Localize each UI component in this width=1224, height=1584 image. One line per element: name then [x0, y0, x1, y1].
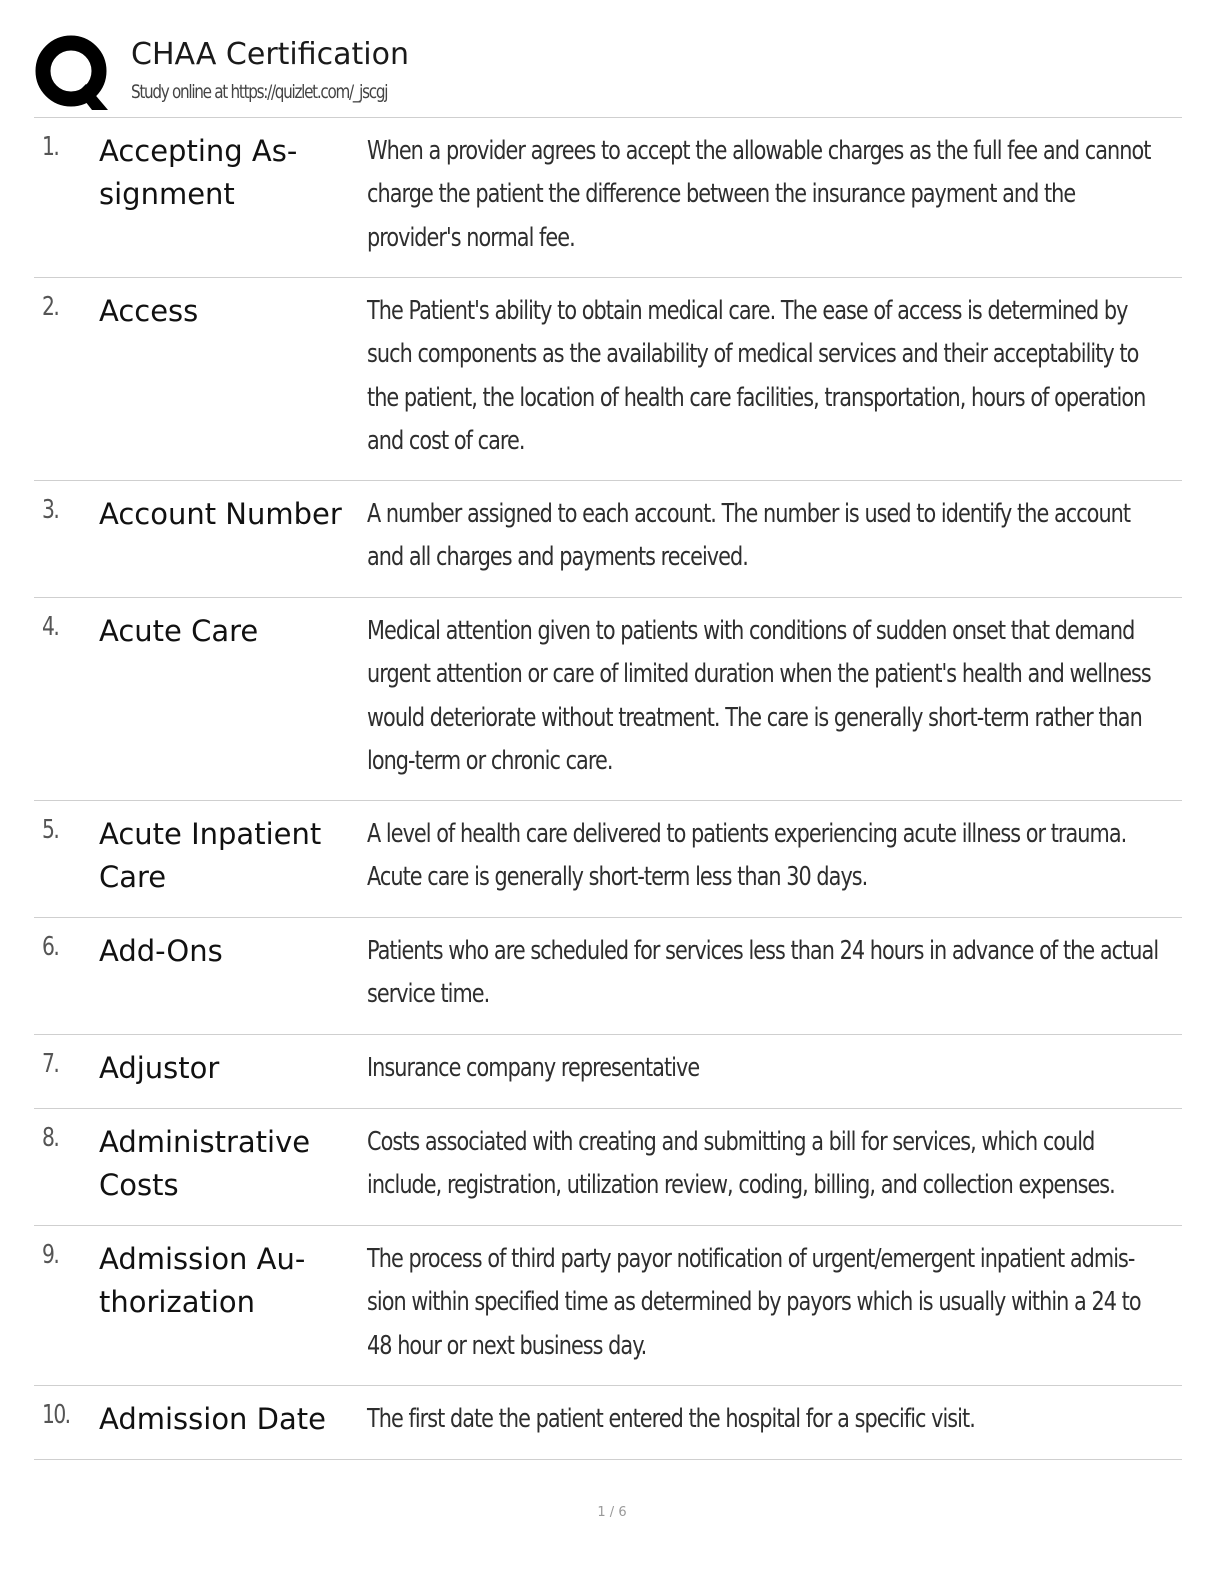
page-title: CHAA Certification: [131, 37, 409, 72]
flashcard-row: [34, 1109, 1182, 1226]
card-term: Adjustor: [99, 1051, 220, 1085]
card-term: Account Number: [99, 497, 342, 531]
quizlet-logo-icon: [34, 34, 112, 112]
flashcard-row: [34, 481, 1182, 598]
flashcard-row: [34, 1386, 1182, 1460]
card-number: 10.: [42, 1400, 70, 1430]
flashcard-row: [34, 801, 1182, 918]
card-definition: The Patient's ability to obtain medical care. The ease of access is determined by such components as the availability of medical services and their acceptability to the patient, the location of health care facilities, transportation, hours of operation and cost of care.: [367, 296, 1146, 456]
card-term: Acute Inpatient Care: [99, 817, 322, 894]
flashcard-row: [34, 918, 1182, 1035]
card-definition: The first date the patient entered the hospital for a specific visit.: [367, 1404, 975, 1434]
card-number: 6.: [42, 932, 59, 962]
card-number: 1.: [42, 132, 59, 162]
card-number: 5.: [42, 815, 59, 845]
card-number: 2.: [42, 292, 59, 322]
card-term: Access: [99, 294, 199, 328]
flashcard-row: [34, 1226, 1182, 1386]
card-term: Add-Ons: [99, 934, 223, 968]
card-definition: Costs associated with creating and submitting a bill for services, which could include, registration, utilization review, coding, billing, and collection expenses.: [367, 1127, 1115, 1201]
card-number: 8.: [42, 1123, 59, 1153]
card-number: 3.: [42, 495, 59, 525]
card-definition: The process of third party payor notification of urgent/emergent inpatient admis- sion within specified time as determined by payors which is usually within a 24 to 48 hour or next business day.: [367, 1244, 1141, 1361]
flashcard-list: [34, 118, 1182, 1460]
flashcard-row: [34, 1035, 1182, 1109]
card-term: Admission Date: [99, 1402, 326, 1436]
card-definition: A level of health care delivered to patients experiencing acute illness or trauma. Acute care is generally short-term less than 30 days.: [367, 819, 1127, 893]
card-number: 4.: [42, 612, 59, 642]
page-number: 1 / 6: [597, 1505, 627, 1520]
card-definition: When a provider agrees to accept the allowable charges as the full fee and cannot charge the patient the difference between the insurance payment and the provider's normal fee.: [367, 136, 1151, 253]
card-definition: Insurance company representative: [367, 1053, 700, 1083]
card-definition: A number assigned to each account. The number is used to identify the account and all charges and payments received.: [367, 499, 1131, 573]
card-number: 9.: [42, 1240, 59, 1270]
flashcard-row: [34, 598, 1182, 801]
card-definition: Medical attention given to patients with conditions of sudden onset that demand urgent attention or care of limited duration when the patient's health and wellness would deteriorate without treatment. The care is generally short-term rather than long-term or chronic care.: [367, 616, 1151, 776]
card-term: Administrative Costs: [99, 1125, 311, 1202]
flashcard-row: [34, 278, 1182, 481]
card-definition: Patients who are scheduled for services less than 24 hours in advance of the actual service time.: [367, 936, 1159, 1010]
card-term: Accepting As- signment: [99, 134, 298, 211]
page-header: [34, 34, 1184, 114]
card-number: 7.: [42, 1049, 59, 1079]
flashcard-row: [34, 118, 1182, 278]
card-term: Acute Care: [99, 614, 259, 648]
card-term: Admission Au- thorization: [99, 1242, 306, 1319]
study-online-link[interactable]: Study online at https://quizlet.com/_jscgj: [131, 81, 388, 103]
